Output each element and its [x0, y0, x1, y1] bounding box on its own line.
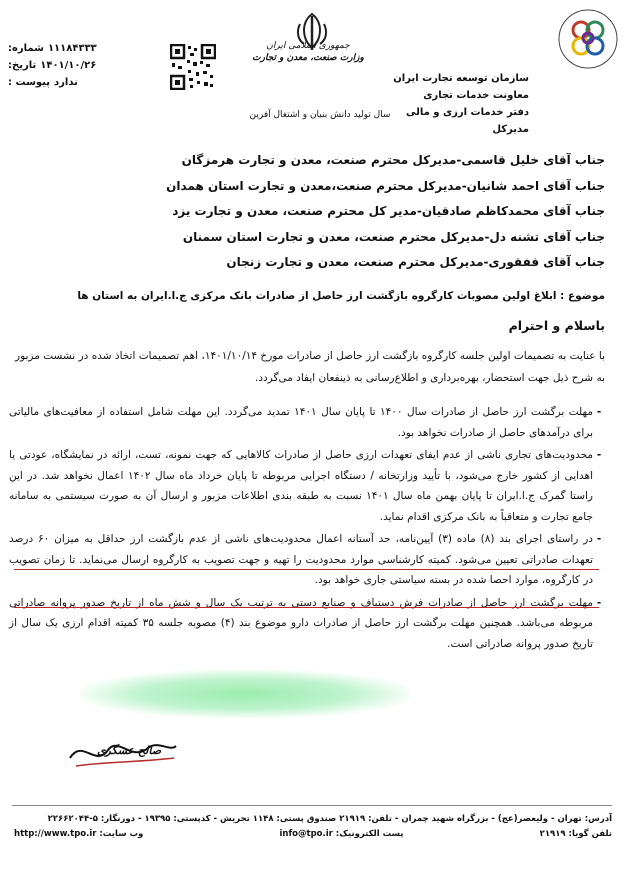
meta-attachment-value: ندارد: [54, 77, 78, 88]
footer-email[interactable]: پست الکترونیک: info@tpo.ir: [279, 829, 404, 839]
greeting: باسلام و احترام: [508, 318, 605, 333]
recipient-line: جناب آقای ففقوری-مدیرکل محترم صنعت، معدن و تجارت زنجان: [226, 255, 605, 269]
item-text: مهلت برگشت ارز حاصل از صادرات سال ۱۴۰۰ تا پایان سال ۱۴۰۱ تمدید می‌گردد. این مهلت شامل استفاده از معافیت‌های مالیاتی برای درآمدهای حاصل از صادرات نخواهد بود.: [9, 406, 593, 439]
qr-code: [170, 44, 216, 90]
list-item: [9, 529, 605, 591]
org-block: [389, 70, 529, 138]
meta-attachment: [8, 74, 128, 91]
footer-address: آدرس: تهران - ولیعصر(عج) - بزرگراه شهید چمران - تلفن: ۲۱۹۱۹ صندوق پستی: ۱۱۴۸ تجریش - کدپستی: ۱۹۳۹۵ - دورنگار: ۵-۲۲۶۶۲۰۴۴: [47, 814, 612, 824]
redaction-blur: [80, 670, 410, 718]
letter-meta: [8, 40, 128, 91]
highlight-underline: [14, 607, 599, 608]
ministry-line-1: جمهوری اسلامی ایران: [266, 41, 350, 51]
item-text: در راستای اجرای بند (۸) ماده (۳) آیین‌نامه، حد آستانه اعمال محدودیت‌های ناشی از عدم بازگشت ارز حداقل به میزان ۶۰ درصد تعهدات صادراتی تعیین می‌شود. کمیته کارشناسی موارد محدودیت را تهیه و جهت تصویب به کارگروه ارسال می‌نماید. تا زمان تصویب در کارگروه، موارد احصا شده در بسته سیاستی جاری خواهد بود.: [9, 533, 593, 586]
qr-code-graphic: [170, 44, 216, 90]
meta-date-label: تاریخ:: [8, 60, 37, 71]
recipient-line: جناب آقای محمدکاظم صادقیان-مدیر کل محترم صنعت، معدن و تجارت یزد: [172, 204, 605, 218]
bullet-icon: -: [596, 596, 602, 609]
meta-attachment-label: پیوست :: [8, 77, 51, 88]
org-line-1: سازمان توسعه تجارت ایران: [393, 73, 529, 84]
recipients-list: [15, 148, 605, 276]
ministry-block: [248, 40, 368, 64]
meta-number-value: ۱۱۱۸۴۳۳۳: [47, 43, 97, 54]
highlight-underline: [14, 569, 599, 570]
footer-phone: تلفن گویا: ۲۱۹۱۹: [539, 829, 612, 839]
year-slogan: سال تولید دانش بنیان و اشتغال آفرین: [249, 110, 391, 120]
letter-subject: موضوع : ابلاغ اولین مصوبات کارگروه بازگشت ارز حاصل از صادرات بانک مرکزی ج.ا.ایران به استان ها: [77, 290, 605, 302]
list-item: [9, 402, 605, 443]
bullet-icon: -: [596, 449, 602, 461]
signer-name: صالح عسگری: [96, 744, 162, 757]
tpo-logo-graphic: [557, 8, 619, 74]
org-line-3: دفتر خدمات ارزی و مالی: [405, 107, 529, 118]
bullet-icon: -: [596, 406, 602, 418]
ministry-line-2: وزارت صنعت، معدن و تجارت: [252, 53, 364, 63]
item-text: مهلت برگشت ارز حاصل از صادرات فرش دستباف و صنایع دستی به ترتیب یک سال و شش ماه از تاریخ صدور پروانه صادراتی مربوطه می‌باشد. همچنین مهلت برگشت ارز حاصل از صادرات دارو موضوع بند (۴) مصوبه جلسه ۳۵ کمیته اقدام ارزی یک سال از تاریخ صدور پروانه صادراتی است.: [9, 596, 593, 650]
footer-website[interactable]: وب سایت: http://www.tpo.ir: [14, 829, 144, 839]
recipient-line: جناب آقای احمد شانیان-مدیرکل محترم صنعت،معدن و تجارت استان همدان: [166, 178, 605, 193]
bullet-icon: -: [596, 533, 602, 545]
org-line-2: معاونت خدمات تجاری: [423, 90, 529, 101]
meta-number-label: شماره:: [8, 43, 44, 54]
intro-paragraph: با عنایت به تصمیمات اولین جلسه کارگروه بازگشت ارز حاصل از صادرات مورخ ۱۴۰۱/۱۰/۱۴، اهم تصمیمات اتخاذ شده در نشست مزبور به شرح ذیل جهت استحضار، بهره‌برداری و اطلاع‌رسانی به ذینفعان ایفاد می‌گردد.: [15, 350, 606, 384]
meta-date: [8, 57, 128, 74]
decisions-list: [9, 402, 605, 656]
recipient-line: جناب آقای خلیل قاسمی-مدیرکل محترم صنعت، معدن و تجارت هرمزگان: [181, 153, 605, 167]
meta-number: [8, 40, 128, 57]
tpo-logo: [557, 8, 619, 74]
item-text: محدودیت‌های تجاری ناشی از عدم ایفای تعهدات ارزی حاصل از صادرات کالاهایی که جهت نمونه، تست، ارائه در نمایشگاه، عودتی یا اهدایی از کشور خارج می‌شود، با تأیید وزارتخانه / دستگاه اجرایی مربوطه تا پایان خرداد ماه سال ۱۴۰۲ اعمال نخواهد شد. در این راستا گمرک ج.ا.ایران تا پایان بهمن ماه سال ۱۴۰۱ نسبت به طبقه بندی اطلاعات مزبور و ارسال آن به صورت سیستمی به سامانه جامع تجارت و متعاقباً به بانک مرکزی اقدام نماید.: [9, 449, 593, 523]
recipient-line: جناب آقای تشنه دل-مدیرکل محترم صنعت، معدن و تجارت استان سمنان: [182, 229, 605, 244]
list-item: [9, 445, 605, 527]
meta-date-value: ۱۴۰۱/۱۰/۲۶: [40, 60, 97, 71]
footer-divider: [12, 805, 612, 806]
footer-contacts: [14, 827, 612, 842]
org-line-4: مدیرکل: [492, 124, 529, 135]
footer: [14, 812, 612, 842]
list-item: [9, 593, 605, 655]
